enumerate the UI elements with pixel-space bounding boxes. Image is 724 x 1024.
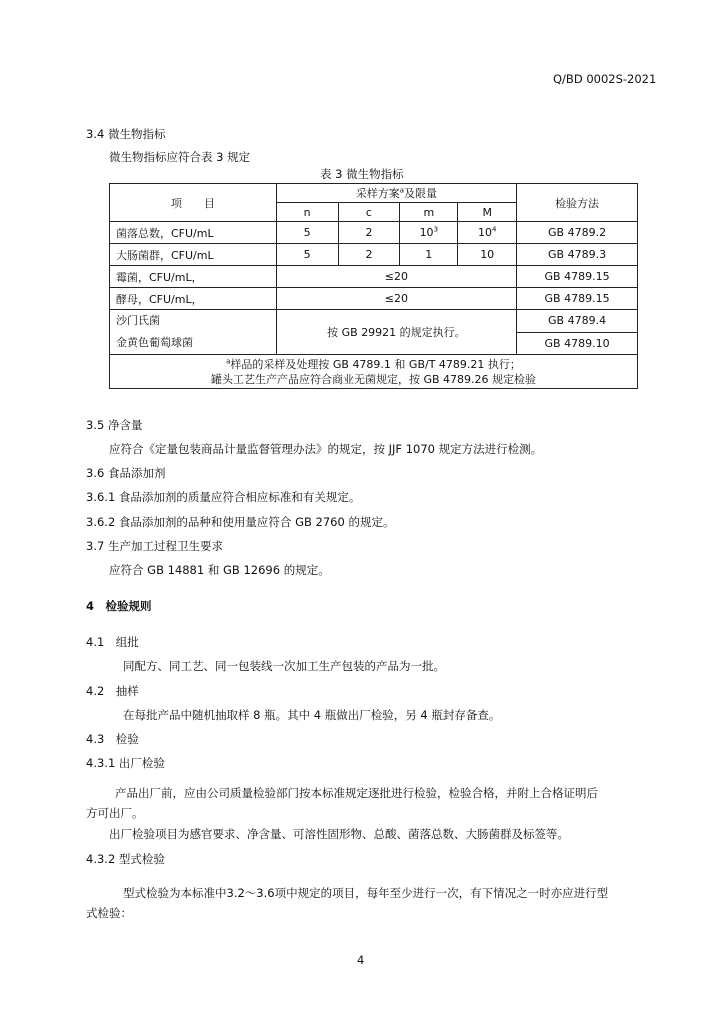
section-4-3-1-text-1: 产品出厂前，应由公司质量检验部门按本标准规定逐批进行检验，检验合格，并附上合格证明后 bbox=[115, 786, 598, 800]
section-4-1-heading: 4.1 组批 bbox=[86, 635, 139, 649]
section-4-2-text: 在每批产品中随机抽取样 8 瓶。其中 4 瓶做出厂检验，另 4 瓶封存备查。 bbox=[123, 708, 501, 722]
section-4-1-text: 同配方、同工艺、同一包装线一次加工生产包装的产品为一批。 bbox=[123, 659, 445, 673]
section-4-heading: 4 检验规则 bbox=[86, 599, 152, 613]
table-caption: 表 3 微生物指标 bbox=[320, 167, 404, 181]
row-item-pathogens: 沙门氏菌 金黄色葡萄球菌 bbox=[110, 310, 277, 355]
subheader-M: M bbox=[458, 203, 517, 222]
section-3-4-heading: 3.4 微生物指标 bbox=[86, 127, 166, 141]
row-limit: ≤20 bbox=[276, 266, 516, 288]
header-item: 项 目 bbox=[110, 184, 277, 222]
section-4-3-2-text-1: 型式检验为本标准中3.2～3.6项中规定的项目，每年至少进行一次，有下情况之一时亦应进行型 bbox=[123, 886, 609, 900]
table-row bbox=[110, 244, 638, 266]
row-item: 菌落总数，CFU/mL bbox=[110, 222, 277, 244]
row-method: GB 4789.15 bbox=[517, 288, 638, 310]
row-M: $10^4$ bbox=[458, 222, 517, 244]
row-n: 5 bbox=[276, 244, 338, 266]
table-row bbox=[110, 310, 638, 333]
page-number: 4 bbox=[357, 953, 365, 967]
table-header-row bbox=[110, 184, 638, 203]
header-sampling-plan: 采样方案$^a$及限量 bbox=[276, 184, 516, 203]
row-M: 10 bbox=[458, 244, 517, 266]
table-row bbox=[110, 288, 638, 310]
subheader-n: n bbox=[276, 203, 338, 222]
section-4-3-1-heading: 4.3.1 出厂检验 bbox=[86, 756, 165, 770]
table-row bbox=[110, 266, 638, 288]
section-4-3-heading: 4.3 检验 bbox=[86, 732, 139, 746]
row-m: $10^3$ bbox=[400, 222, 458, 244]
row-item: 大肠菌群，CFU/mL bbox=[110, 244, 277, 266]
table-note: $^a$样品的采样及处理按 GB 4789.1 和 GB/T 4789.21 执行； 罐头工艺生产产品应符合商业无菌规定，按 GB 4789.26 规定检验 bbox=[110, 355, 638, 389]
row-method: GB 4789.2 bbox=[517, 222, 638, 244]
section-3-7-heading: 3.7 生产加工过程卫生要求 bbox=[86, 539, 223, 553]
row-item: 酵母，CFU/mL， bbox=[110, 288, 277, 310]
subheader-m: m bbox=[400, 203, 458, 222]
section-4-3-1-text-1-cont: 方可出厂。 bbox=[86, 806, 144, 820]
row-method: GB 4789.4 bbox=[517, 310, 638, 333]
section-4-2-heading: 4.2 抽样 bbox=[86, 684, 139, 698]
row-item: 霉菌，CFU/mL， bbox=[110, 266, 277, 288]
section-4-3-1-text-2: 出厂检验项目为感官要求、净含量、可溶性固形物、总酸、菌落总数、大肠菌群及标签等。 bbox=[109, 827, 569, 841]
row-method: GB 4789.3 bbox=[517, 244, 638, 266]
table-note-row bbox=[110, 355, 638, 389]
microbial-table bbox=[109, 183, 638, 389]
section-3-5-heading: 3.5 净含量 bbox=[86, 418, 143, 432]
row-n: 5 bbox=[276, 222, 338, 244]
row-c: 2 bbox=[338, 244, 400, 266]
section-3-4-intro: 微生物指标应符合表 3 规定 bbox=[109, 150, 251, 164]
section-4-3-2-text-1-cont: 式检验： bbox=[86, 906, 132, 920]
section-4-3-2-heading: 4.3.2 型式检验 bbox=[86, 852, 165, 866]
row-limit: 按 GB 29921 的规定执行。 bbox=[276, 310, 516, 355]
row-limit: ≤20 bbox=[276, 288, 516, 310]
table-row bbox=[110, 222, 638, 244]
section-3-5-text: 应符合《定量包装商品计量监督管理办法》的规定，按 JJF 1070 规定方法进行检测。 bbox=[109, 442, 543, 456]
section-3-6-heading: 3.6 食品添加剂 bbox=[86, 466, 166, 480]
section-3-6-1-text: 3.6.1 食品添加剂的质量应符合相应标准和有关规定。 bbox=[86, 490, 361, 504]
row-m: 1 bbox=[400, 244, 458, 266]
row-method: GB 4789.15 bbox=[517, 266, 638, 288]
section-3-7-text: 应符合 GB 14881 和 GB 12696 的规定。 bbox=[109, 563, 330, 577]
subheader-c: c bbox=[338, 203, 400, 222]
section-3-6-2-text: 3.6.2 食品添加剂的品种和使用量应符合 GB 2760 的规定。 bbox=[86, 515, 395, 529]
header-method: 检验方法 bbox=[517, 184, 638, 222]
document-code: Q/BD 0002S-2021 bbox=[553, 72, 657, 86]
row-c: 2 bbox=[338, 222, 400, 244]
row-method: GB 4789.10 bbox=[517, 332, 638, 355]
